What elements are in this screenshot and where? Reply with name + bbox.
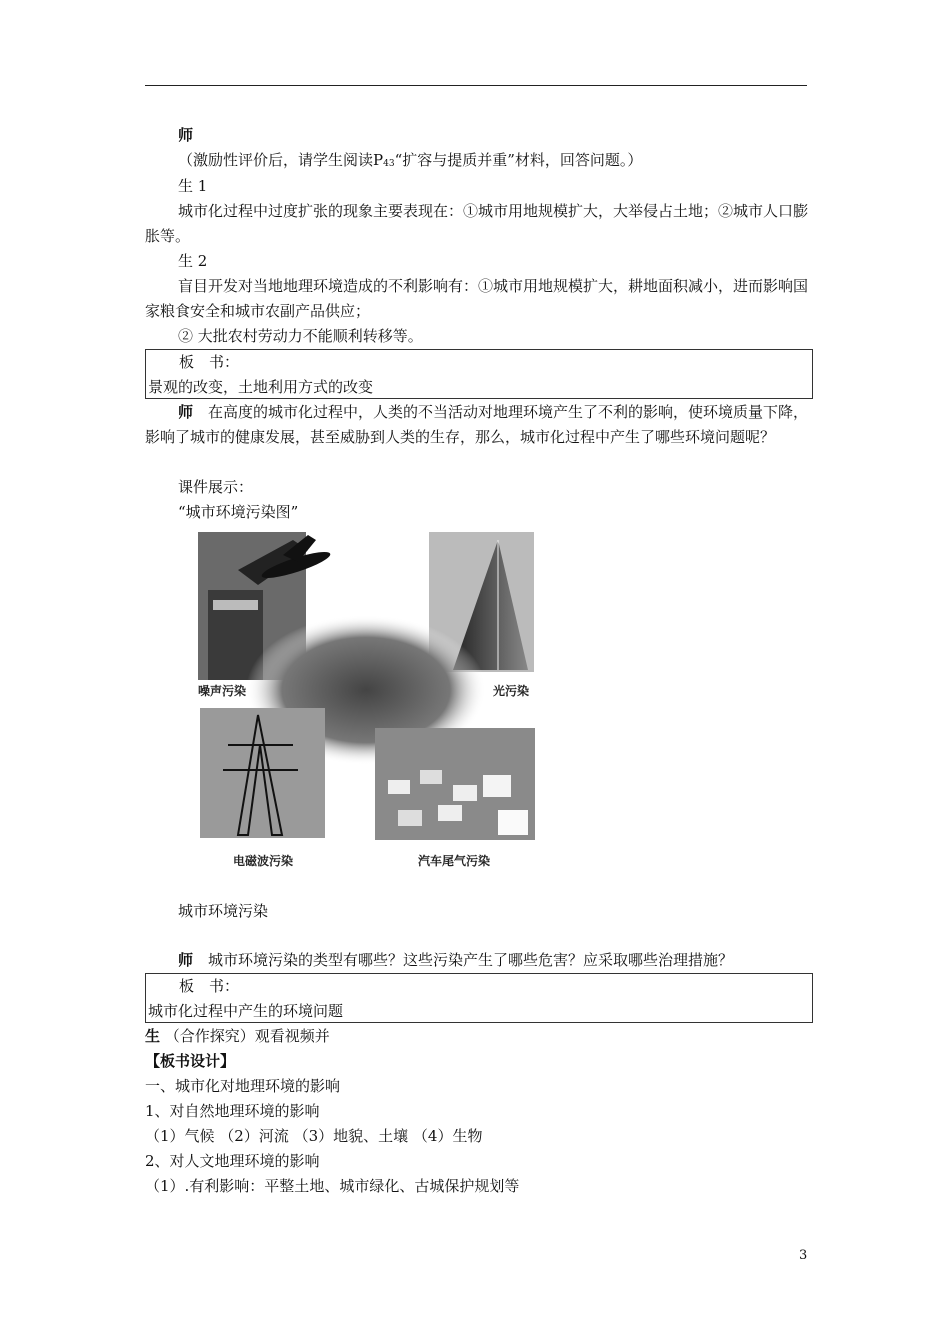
student-1-label: 生 1 bbox=[178, 177, 208, 195]
design-line-4: 2、对人文地理环境的影响 bbox=[145, 1152, 320, 1170]
student-activity: 生 （合作探究）观看视频并 bbox=[145, 1027, 330, 1045]
urban-pollution-figure bbox=[198, 530, 543, 875]
board-text: 城市化过程中产生的环境问题 bbox=[148, 1002, 344, 1020]
student-1-answer: 城市化过程中过度扩张的现象主要表现在：①城市用地规模扩大，大举侵占土地；②城市人口膨胀等。 bbox=[145, 202, 809, 245]
teacher-label: 师 bbox=[178, 126, 194, 144]
courseware-label: 课件展示： bbox=[178, 478, 254, 496]
teacher-question-paragraph: 师 在高度的城市化过程中，人类的不当活动对地理环境产生了不利的影响，使环境质量下降，影响了城市的健康发展，甚至威胁到人类的生存，那么，城市化过程中产生了哪些环境问题呢？ bbox=[145, 403, 809, 446]
blackboard-box-1 bbox=[145, 349, 813, 399]
student-2-answer-cont: ② 大批农村劳动力不能顺利转移等。 bbox=[178, 327, 423, 345]
label-light-pollution: 光污染 bbox=[493, 684, 530, 698]
label-car-exhaust-pollution: 汽车尾气污染 bbox=[418, 854, 491, 868]
student-2-answer: 盲目开发对当地地理环境造成的不利影响有：①城市用地规模扩大，耕地面积减小，进而影响国家粮食安全和城市农副产品供应； bbox=[145, 277, 809, 320]
figure-title: “城市环境污染图” bbox=[178, 503, 299, 521]
figure-caption: 城市环境污染 bbox=[178, 902, 269, 920]
page-number: 3 bbox=[799, 1248, 808, 1263]
instruction-paragraph: （激励性评价后，请学生阅读$P_{43}“$扩容与提质并重”材料，回答问题。） bbox=[178, 151, 643, 169]
teacher-question-2: 师 城市环境污染的类型有哪些？这些污染产生了哪些危害？应采取哪些治理措施？ bbox=[178, 951, 734, 969]
board-title: 板 书： bbox=[179, 977, 240, 995]
board-design-title: 【板书设计】 bbox=[145, 1052, 236, 1070]
board-title: 板 书： bbox=[179, 353, 240, 371]
design-line-5: （1）.有利影响：平整土地、城市绿化、古城保护规划等 bbox=[145, 1177, 520, 1195]
label-electromagnetic-pollution: 电磁波污染 bbox=[233, 854, 294, 868]
label-noise-pollution: 噪声污染 bbox=[198, 684, 247, 698]
car-exhaust-pollution-photo bbox=[375, 728, 535, 840]
header-rule bbox=[145, 85, 807, 86]
student-2-label: 生 2 bbox=[178, 252, 208, 270]
design-line-2: 1、对自然地理环境的影响 bbox=[145, 1102, 320, 1120]
design-line-3: （1）气候 （2）河流 （3）地貌、土壤 （4）生物 bbox=[145, 1127, 483, 1145]
blackboard-box-2 bbox=[145, 973, 813, 1023]
design-line-1: 一、城市化对地理环境的影响 bbox=[145, 1077, 341, 1095]
board-text: 景观的改变，土地利用方式的改变 bbox=[148, 378, 374, 396]
electromagnetic-pollution-photo bbox=[200, 708, 325, 838]
